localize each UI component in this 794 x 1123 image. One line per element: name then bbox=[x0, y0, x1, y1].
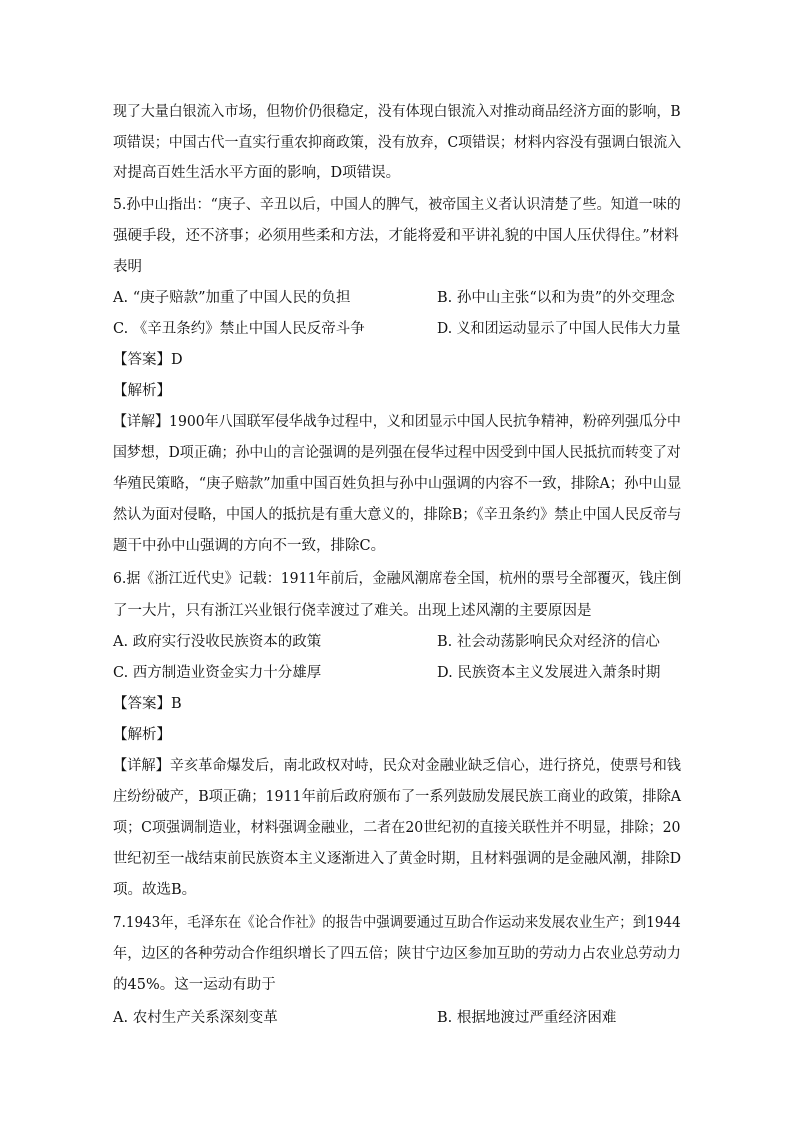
question-6-stem: 了一大片，只有浙江兴业银行侥幸渡过了难关。出现上述风潮的主要原因是 bbox=[113, 603, 592, 619]
question-5-stem: 5.孙中山指出：“庚子、辛丑以后，中国人的脾气，被帝国主义者认识清楚了些。知道一味的 bbox=[113, 197, 681, 213]
question-6-option-b: B. 社会动荡影响民众对经济的信心 bbox=[437, 634, 660, 650]
question-6-option-d: D. 民族资本主义发展进入萧条时期 bbox=[437, 665, 661, 681]
question-6-analysis-heading: 【解析】 bbox=[113, 727, 171, 743]
question-5-detail: 【详解】1900年八国联军侵华战争过程中，义和团显示中国人民抗争精神，粉碎列强瓜分中 bbox=[113, 414, 681, 430]
question-6-detail: 项；C项强调制造业，材料强调金融业，二者在20世纪初的直接关联性并不明显，排除；20 bbox=[113, 820, 681, 836]
question-5-detail: 题干中孙中山强调的方向不一致，排除C。 bbox=[113, 538, 386, 554]
paragraph-line: 对提高百姓生活水平方面的影响，D项错误。 bbox=[113, 165, 401, 181]
question-7-option-a: A. 农村生产关系深刻变革 bbox=[113, 1010, 278, 1026]
paragraph-line: 现了大量白银流入市场，但物价仍很稳定，没有体现白银流入对推动商品经济方面的影响，B bbox=[113, 104, 681, 120]
question-5-option-a: A. “庚子赔款”加重了中国人民的负担 bbox=[113, 290, 351, 306]
question-6-answer: 【答案】B bbox=[113, 696, 182, 712]
question-6-detail: 世纪初至一战结束前民族资本主义逐渐进入了黄金时期，且材料强调的是金融风潮，排除D bbox=[113, 851, 682, 867]
question-5-stem: 表明 bbox=[113, 259, 142, 275]
question-5-stem: 强硬手段，还不济事；必须用些柔和方法，才能将爱和平讲礼貌的中国人压伏得住。”材料 bbox=[113, 228, 679, 244]
question-5-option-d: D. 义和团运动显示了中国人民伟大力量 bbox=[437, 321, 681, 337]
question-7-option-b: B. 根据地渡过严重经济困难 bbox=[437, 1010, 617, 1026]
question-5-answer: 【答案】D bbox=[113, 352, 183, 368]
question-5-option-b: B. 孙中山主张“以和为贵”的外交理念 bbox=[437, 290, 675, 306]
question-6-option-a: A. 政府实行没收民族资本的政策 bbox=[113, 634, 322, 650]
question-5-analysis-heading: 【解析】 bbox=[113, 383, 171, 399]
question-7-stem: 7.1943年，毛泽东在《论合作社》的报告中强调要通过互助合作运动来发展农业生产；到1944 bbox=[113, 915, 681, 931]
question-5-detail: 然认为面对侵略，中国人的抵抗是有重大意义的，排除B；《辛丑条约》禁止中国人民反帝与 bbox=[113, 507, 682, 523]
question-6-detail: 庄纷纷破产，B项正确；1911年前后政府颁布了一系列鼓励发展民族工商业的政策，排除A bbox=[113, 789, 682, 805]
question-7-stem: 的45%。这一运动有助于 bbox=[113, 977, 276, 993]
paragraph-line: 项错误；中国古代一直实行重农抑商政策，没有放弃，C项错误；材料内容没有强调白银流入 bbox=[113, 135, 682, 151]
question-5-option-c: C. 《辛丑条约》禁止中国人民反帝斗争 bbox=[113, 321, 365, 337]
question-6-option-c: C. 西方制造业资金实力十分雄厚 bbox=[113, 665, 322, 681]
question-7-stem: 年，边区的各种劳动合作组织增长了四五倍；陕甘宁边区参加互助的劳动力占农业总劳动力 bbox=[113, 946, 681, 962]
question-6-detail: 项。故选B。 bbox=[113, 882, 197, 898]
question-5-detail: 华殖民策略，“庚子赔款”加重中国百姓负担与孙中山强调的内容不一致，排除A；孙中山显 bbox=[113, 476, 682, 492]
question-5-detail: 国梦想，D项正确；孙中山的言论强调的是列强在侵华过程中因受到中国人民抵抗而转变了对 bbox=[113, 445, 681, 461]
question-6-detail: 【详解】辛亥革命爆发后，南北政权对峙，民众对金融业缺乏信心，进行挤兑，使票号和钱 bbox=[113, 758, 681, 774]
question-6-stem: 6.据《浙江近代史》记载：1911年前后，金融风潮席卷全国，杭州的票号全部覆灭，钱庄倒 bbox=[113, 571, 682, 587]
